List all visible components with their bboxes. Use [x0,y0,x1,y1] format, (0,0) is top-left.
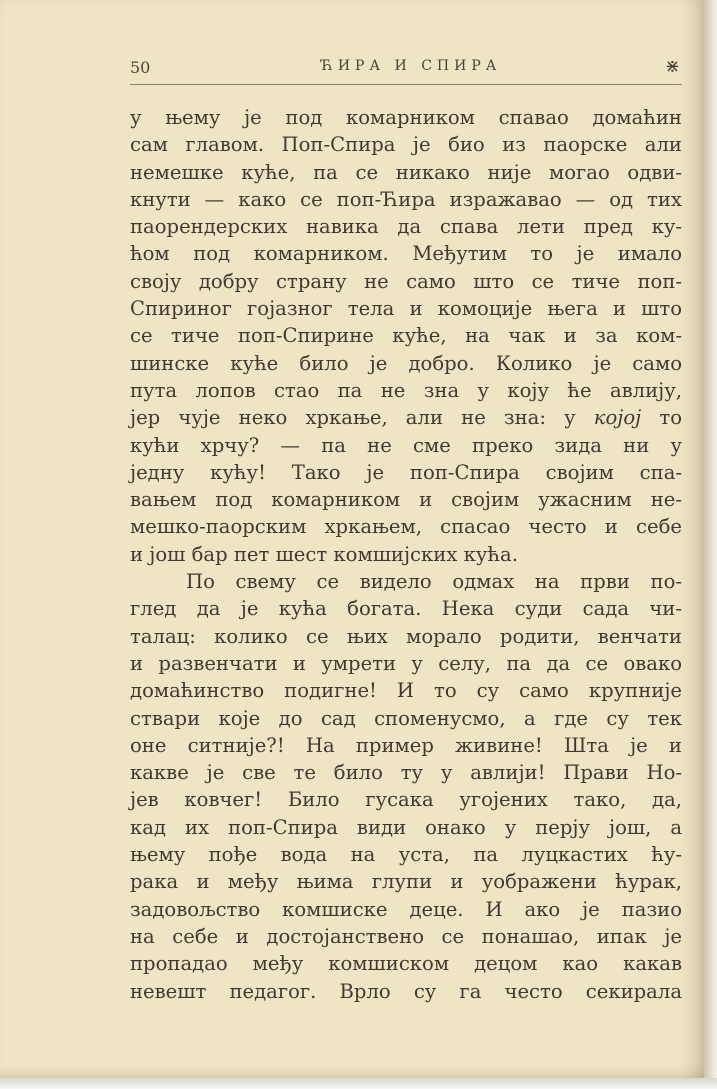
text-line: кући хрчу? — па не сме преко зида ни у [130,433,682,457]
line-start: јер чује неко хркање, али не зна: у [130,406,576,430]
text-line: домаћинство подигне! И то су само крупније [130,679,682,703]
text-line: мешко-паорским хркањем, спасао често и себе [130,515,682,539]
text-line: рака и међу њима глупи и уображени ћурак, [130,870,682,894]
text-line: невешт педагог. Врло су га често секирала [130,979,682,1003]
text-line: шинске куће било је добро. Колико је само [130,351,682,375]
paragraph-start-line: По свему се видело одмах на први по- [186,570,682,594]
text-line: Спириног гојазног тела и комоције њега и што [130,297,682,321]
text-line: ћом под комарником. Међутим то је имало [130,242,682,266]
page-edge-shadow [704,0,717,1078]
text-line: кнути — како се поп-Ћира изражавао — од тих [130,187,682,211]
text-line: пута лопов стао па не зна у коју ће авлију, [130,378,682,402]
paragraph-end-line: и још бар пет шест комшијских кућа. [130,542,518,566]
text-line: сам главом. Поп-Спира је био из паорске али [130,133,682,157]
text-line-with-italic [130,404,682,431]
text-line: паорендерских навика да спава лети пред ку- [130,215,682,239]
text-line: једну кућу! Тако је поп-Спира својим спа- [130,460,682,484]
line-end: то [659,406,682,430]
text-line: задовољство комшиске деце. И ако је пазио [130,897,682,921]
text-line: њему пође вода на уста, па луцкастих ћу- [130,843,682,867]
text-line: какве је све те било ту у авлији! Прави Но- [130,761,682,785]
running-title: ЋИРА И СПИРА [320,58,502,74]
text-line: немешке куће, па се никако није могао одви- [130,160,682,184]
text-line: у њему је под комарником спавао домаћин [130,106,682,129]
text-line: талац: колико се њих морало родити, венчати [130,624,682,648]
italic-word: којој [593,406,642,430]
running-header [130,56,680,80]
text-line: јев ковчег! Било гусака угојених тако, да, [130,788,682,812]
body-text [130,104,682,1005]
text-line: се тиче поп-Спирине куће, на чак и за ком- [130,324,682,348]
text-line: своју добру страну не само што се тиче поп- [130,269,682,293]
text-line: ствари које до сад споменусмо, а где су тек [130,706,682,730]
text-line: и развенчати и умрети у селу, па да се овако [130,651,682,675]
bottom-scan-margin [0,1078,717,1089]
text-line: вањем под комарником и својим ужасним не- [130,488,682,512]
text-line: кад их поп-Спира види онако у перју још, а [130,815,682,839]
text-line: пропадао међу комшиском децом као какав [130,952,682,976]
header-rule [130,84,682,85]
text-line: на себе и достојанствено се понашао, ипак је [130,924,682,948]
page-number: 50 [130,58,151,77]
ornament-icon: ⋇ [664,56,680,77]
text-line: глед да је кућа богата. Нека суди сада чи- [130,597,682,621]
text-line: оне ситније?! На пример живине! Шта је и [130,733,682,757]
